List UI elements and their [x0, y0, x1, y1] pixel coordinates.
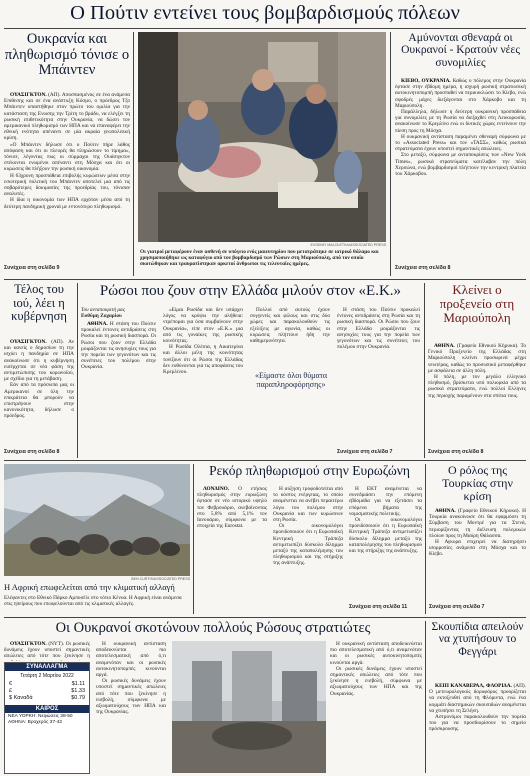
- paragraph: Η Τουρκία ανακοίνωσε ότι θα εφαρμόσει τη Σύμβαση του Μοντρέ για τα Στενά, περιορίζοντας τη διέλευση πολεμικών πλοίων προς τη Μαύρη Θάλασσα.: [429, 508, 526, 539]
- currency-label: €: [9, 681, 13, 687]
- article-body: [429, 508, 526, 604]
- elephants-photo-image: [4, 464, 190, 576]
- exchange-box: [4, 662, 90, 774]
- paragraph: «Ο Μπάιντεν δήλωσε ότι ο Πούτιν πήρε λάθος απόφαση και ότι οι πλευρές θα πληρώσουν το τίμημα», τόνισε, λέγοντας πως οι σύμμαχοι της Ουάσιγκτον στέκονται ενωμένοι απέναντι στη Μόσχα και ότι οι κυρώσεις θα πλήξουν την ρωσική οικονομία.: [4, 141, 130, 173]
- column-rule: [390, 32, 391, 276]
- dateline: ΑΘΗΝΑ.: [435, 508, 456, 514]
- article-headline: Κλείνει ο προξενείο στη Μαριούπολη: [439, 282, 515, 326]
- section-rule: [4, 460, 526, 461]
- continued-link[interactable]: Συνέχεια στη σελίδα 8: [4, 449, 60, 455]
- article-headline: Σκουπίδια απειλούν να χτυπήσουν το Φεγγάρι: [431, 621, 524, 658]
- exchange-row: [9, 688, 85, 695]
- article-body: [395, 78, 526, 262]
- exchange-title: ΣΥΝΑΛΛΑΓΜΑ: [5, 663, 89, 671]
- photo-credit: EVGENIY MALOLETKA/ASSOCIATED PRESS: [310, 243, 386, 247]
- article-virus: [4, 283, 74, 458]
- dateline: ΟΥΑΣΙΓΚΤΟΝ.: [10, 641, 47, 647]
- paragraph: «Είμαι Ρωσίδα και δεν υπάρχει λόγος να κρύψω την αλήθεια: ντρέπομαι για όσα συμβαίνουν στην Ουκρανία», είπε στον «Ε.Κ.» μια από τις γυναίκες της ρωσικής κοινότητας.: [163, 307, 243, 345]
- photo-caption: Οι γιατροί μεταφέρουν έναν ασθενή σε υπόγειο ενός μαιευτηρίου που μετατράπηκε σε ιατρικό θάλαμο και χρησιμοποιήθηκε ως καταφύγιο από τον βομβαρδισμό των Ρώσων στη Μαριούπολη, από τον οποίο σκοτώθηκαν και τραυματίστηκαν αρκετοί άνθρωποι τις τελευταίες ημέρες.: [140, 249, 379, 267]
- article-biden: [4, 32, 130, 276]
- paragraph: Το Γενικό Προξενείο της Ελλάδας στη Μαριούπολη κλείνει προσωρινά μέχρι νεωτέρας, καθώς το προσωπικό μεταφέρθηκε με ασφάλεια σε άλλη πόλη.: [428, 343, 526, 374]
- article-body: [428, 343, 526, 447]
- dateline: ΛΟΝΔΙΝΟ.: [203, 486, 230, 492]
- currency-label: $ Καναδά: [9, 695, 33, 701]
- agency: (Γραφείο Εθνικού Κήρυκα).: [456, 343, 519, 349]
- page-headline: Ο Πούτιν εντείνει τους βομβαρδισμούς πόλεων: [70, 2, 460, 24]
- paragraph: Οι ρωσικές δυνάμεις έχουν υποστεί σημαντικές απώλειες από τότε που ξεκίνησε η εισβολή, σύμφωνα με αξιωματούχους των ΗΠΑ και της Ουκρανίας.: [96, 678, 166, 716]
- elephants-photo: [4, 464, 190, 576]
- currency-value: $0.79: [71, 695, 85, 701]
- article-russians-greece: [81, 283, 420, 458]
- photo-headline: Η Αφρική επωφελείται από την κλιματική αλλαγή: [4, 582, 175, 592]
- exchange-rows: [5, 681, 89, 702]
- section-rule: [4, 279, 526, 280]
- headline-rule: [4, 28, 526, 29]
- article-body: [4, 339, 74, 449]
- article-soldiers-col-1: [4, 641, 90, 661]
- agency: (Γραφείο Εθνικού Κήρυκα).: [458, 508, 520, 514]
- weather-ny: ΝΕΑ ΥΟΡΚΗ: Νεφώσεις 38-50: [8, 714, 73, 719]
- column-rule: [425, 464, 426, 614]
- paragraph: Ο μετεωρολογικός δορυφόρος προορίζεται να εκτοξευθεί από τη Φλόριντα, ενώ ένα κομμάτι διαστημικών σκουπιδιών αναμένεται να χτυπήσει τη Σελήνη.: [429, 689, 526, 714]
- article-turkey: [429, 464, 526, 614]
- dateline: ΑΘΗΝΑ.: [434, 343, 455, 349]
- article-soldiers-col-3: [330, 641, 422, 771]
- pull-quote: «Είμαστε όλοι θύματα παραπληροφόρησης»: [254, 371, 328, 389]
- dateline: ΚΕΪΠ ΚΑΝΑΒΕΡΑΛ, ΦΛΟΡΙΔΑ.: [435, 683, 512, 689]
- article-col-3: [349, 486, 422, 598]
- column-rule: [193, 464, 194, 614]
- paragraph: Η Ρωσίδα Ολέσια, η Αικατερίνα και άλλοι μέλη της κοινότητας τονίζουν ότι οι Ρώσοι της Ελλάδας δεν ευθύνονται για τις αποφάσεις του Κρεμλίνου.: [163, 344, 243, 376]
- paragraph: Η αύξηση τροφοδοτείται από το κόστος ενέργειας, το οποίο αναμένεται να ανέβει περαιτέρω λόγω του πολέμου στην Ουκρανία και των κυρώσεων στη Ρωσία.: [273, 486, 343, 524]
- soldiers-photo-image: [172, 641, 326, 773]
- dateline: ΚΙΕΒΟ, ΟΥΚΡΑΝΙΑ.: [401, 78, 451, 84]
- paragraph: Εάν από τα πρόσωπα μας οι Αμερικανοί σε όλη την επικράτεια θα μπορούν να επιστρέψουν στην κανονικότητα, δήλωσε ο πρόεδρος.: [4, 382, 74, 420]
- article-col-2: [163, 307, 243, 449]
- column-rule: [425, 621, 426, 773]
- article-col-1: [197, 486, 267, 612]
- article-soldiers-headline: Οι Ουκρανοί σκοτώνουν πολλούς Ρώσους στρατιώτες: [55, 620, 371, 636]
- currency-label: £: [9, 688, 13, 694]
- continued-link[interactable]: Συνέχεια στη σελίδα 9: [4, 265, 60, 271]
- article-col-1: [81, 321, 156, 449]
- weather-title: ΚΑΙΡΟΣ: [5, 705, 89, 713]
- agency: (ΑΠ).: [48, 92, 61, 98]
- article-headline: Ρεκόρ πληθωρισμού στην Ευρωζώνη: [209, 463, 410, 478]
- continued-link[interactable]: Συνέχεια στη σελίδα 7: [429, 604, 485, 610]
- byline-intro: Του ανταποκριτή μας: [81, 307, 125, 313]
- byline-name: Ευθύμη Ζαχαρίου: [81, 313, 122, 320]
- agency: (ΑΠ).: [51, 339, 64, 345]
- article-headline: Ο ρόλος της Τουρκίας στην κρίση: [442, 463, 513, 503]
- paragraph: Οι οικονομολόγοι προειδοποιούν ότι η Ευρωπαϊκή Κεντρική Τράπεζα αντιμετωπίζει δύσκολο δίλημμα μεταξύ της καταπολέμησης του πληθωρισμού και της στήριξης της ανάπτυξης.: [273, 523, 343, 567]
- article-defense: [395, 32, 526, 276]
- hospital-photo-image: [138, 32, 386, 242]
- column-rule: [133, 32, 134, 276]
- paragraph: Ο ετήσιος πληθωρισμός στην ευρωζώνη έφτασε σε νέο ιστορικό υψηλό τον Φεβρουάριο, ανεβαίνοντας στο 5,8% από 5,1% τον Ιανουάριο, σύμφωνα με τα στοιχεία της Eurostat.: [197, 486, 267, 530]
- paragraph: Αστρονόμοι παρακολουθούν την πορεία του για να προσδιορίσουν το σημείο πρόσκρουσης.: [429, 714, 526, 733]
- paragraph: Αποσπασμένος σε ένα ανάμεσα Επιθεσης και σε ένα ανάπτυξη Κόσμο, ο πρόεδρος Τζο Μπάιντεν υπαστήθηκε στον πρώτο του ομιλία για την κατάσταση της Ενωσης την Τρίτη το βράδυ, να ελέγξει τη ρωσική επιθετικότητα στην Ουκρανία, να δώσει τον αμερικανικό πληθωρισμό των ΗΠΑ και να επαναφέρει την εθνική ενότητα απέναντι σε μία ακραία γεωπολιτική κρίση.: [4, 92, 130, 142]
- dateline: ΟΥΑΣΙΓΚΤΟΝ.: [10, 339, 47, 345]
- paragraph: Η ουκρανική αντίσταση αποδεικνύεται πιο αποτελεσματική από ό,τι αναμενόταν και οι ρωσικές αυτοκινητοπομπές κινούνται αργά.: [96, 641, 166, 679]
- paragraph: Παράλληλα, δήλωσε η δεύτερη ουκρανική προσπάθεια για συνομιλίες με τη Ρωσία να διεξαχθεί στη Λευκορωσία, ανακοίνωσε το Κρεμλίνο ενώ οι δυτικές χώρες εντείνουν την πίεση προς τη Μόσχα.: [395, 109, 526, 134]
- continued-link[interactable]: Συνέχεια στη σελίδα 7: [337, 449, 393, 455]
- article-headline: Ρώσοι που ζουν στην Ελλάδα μιλούν στον «Ε.Κ.»: [99, 283, 402, 299]
- soldiers-photo: [172, 641, 326, 773]
- photo-caption: Ελέφαντες στο Εθνικό Πάρκο Αμποσέλι στο νότιο Κένυα. Η Αφρική είναι ανάμεσα στις ηπείρους που επωφελούνται από τις κλιματικές αλλαγές.: [4, 595, 182, 607]
- paragraph: Η ΕΚΤ αναμένεται να συνεδριάσει την επόμενη εβδομάδα για να εξετάσει τα επόμενα βήματα της νομισματικής πολιτικής.: [349, 486, 422, 517]
- paragraph: Καθώς ο πόλεμος στην Ουκρανία έφτασε στην έβδομη ημέρα, η ισχυρή ρωσική στρατιωτική αυτοκινητοπομπή προσπαθεί να περικυκλώσει το Κίεβο, ενώ σφοδρές μάχες διεξάγονται στο Χάρκοβο και τη Μαριούπολη.: [395, 78, 526, 109]
- paragraph: Η Αγκυρα επιχειρεί να διατηρήσει ισορροπίες ανάμεσα στη Μόσχα και το Κίεβο.: [429, 539, 526, 558]
- paragraph: Η 63χρονη προσπάθεια επιβολής κυρώσεων μέσα στην εσωτερική πολιτική του Μπάιντεν αποτελεί μια από τις σοβαρότερες δοκιμασίες της προεδρίας του, τόνισαν αναλυτές.: [4, 172, 130, 198]
- currency-value: $1.33: [71, 688, 85, 694]
- paragraph: Οι οικονομολόγοι προειδοποιούν ότι η Ευρωπαϊκή Κεντρική Τράπεζα αντιμετωπίζει δύσκολο δίλημμα μεταξύ της καταπολέμησης του πληθωρισμού και της στήριξης της ανάπτυξης.: [349, 517, 422, 555]
- exchange-row: [9, 695, 85, 702]
- paragraph: Πολλοί από αυτούς έχουν συγγενείς και φίλους και στις δύο χώρες και παρακολουθούν τις εξελίξεις με αγωνία, καθώς οι κυρώσεις πλήττουν ήδη την καθημερινότητα.: [250, 307, 330, 345]
- article-col-4: [337, 307, 420, 449]
- paragraph: Η στάση του Πούτιν προκαλεί έντονες αντιδράσεις στη Ρωσία και τη ρωσική διασπορά. Οι Ρώσοι που ζουν στην Ελλάδα μοιράζονται τις ανησυχίες τους για την πορεία των γεγονότων και τις συνέπειες του πολέμου στην Ουκρανία.: [81, 321, 156, 371]
- section-rule: [4, 617, 526, 618]
- paragraph: Αν και κανείς ο δημοσίων τη την ισχύει η πανδημία σε ΗΠΑ ανακοίνωσε ότι η κυβέρνηση εισέρχεται σε νέα φάση της αντιμετώπισης του κορωνοϊού, με σχέδιο για τη μετάβαση.: [4, 339, 74, 383]
- article-headline: Ουκρανία και πληθωρισμό τόνισε ο Μπάιντεν: [4, 31, 130, 79]
- paragraph: Η ίδια η οικονομία των ΗΠΑ ερχόταν μέσα από τη δεύτερη πανδημική χρονιά με εντονότερο πληθωρισμό.: [4, 197, 130, 210]
- article-body: [4, 92, 130, 262]
- article-consulate: [428, 283, 526, 458]
- paragraph: Οι ρωσικές δυνάμεις έχουν υποστεί σημαντικές απώλειες από τότε που ξεκίνησε η: [4, 641, 90, 660]
- article-col-3: [250, 307, 330, 367]
- exchange-row: [9, 681, 85, 688]
- column-rule: [77, 283, 78, 458]
- article-moon: [429, 621, 526, 774]
- dateline: ΟΥΑΣΙΓΚΤΟΝ.: [10, 92, 47, 98]
- article-body: [429, 683, 526, 773]
- weather-athens: ΑΘΗΝΑ: Βροχερός 37-42: [8, 720, 63, 725]
- article-col-2: [273, 486, 343, 612]
- article-headline: Αμύνονται σθεναρά οι Ουκρανοί - Κρατούν νέες συνομιλίες: [401, 32, 520, 69]
- dateline: ΑΘΗΝΑ.: [87, 321, 108, 327]
- continued-link[interactable]: Συνέχεια στη σελίδα 8: [395, 265, 451, 271]
- hospital-photo: [138, 32, 386, 242]
- article-inflation: [197, 464, 422, 614]
- article-byline: [81, 307, 156, 319]
- column-rule: [424, 283, 425, 458]
- article-soldiers-col-2: [96, 641, 166, 771]
- continued-link[interactable]: Συνέχεια στη σελίδα 8: [428, 449, 484, 455]
- continued-link[interactable]: Συνέχεια στη σελίδα 11: [349, 604, 408, 610]
- paragraph: Η ουκρανική αντίσταση αποδεικνύεται πιο αποτελεσματική από ό,τι αναμενόταν και οι ρωσικές αυτοκινητοπομπές κινούνται αργά.: [330, 641, 422, 666]
- paragraph: Οι ρωσικές δυνάμεις έχουν υποστεί σημαντικές απώλειες από τότε που ξεκίνησε η εισβολή, σύμφωνα με αξιωματούχους των ΗΠΑ και της Ουκρανίας.: [330, 665, 422, 697]
- paragraph: Στο μεταξύ, σύμφωνα με ανταποκρίσεις των «New York Times», ρωσικά στρατεύματα κατέλαβαν την πόλη Χερσώνα, ενώ βομβαρδισμοί πλήττουν την κεντρική πλατεία του Χάρκοβου.: [395, 152, 526, 178]
- agency: (ΑΠ).: [513, 683, 526, 689]
- article-headline: Τέλος του ιού, λέει η κυβέρνηση: [11, 282, 67, 323]
- currency-value: $1.11: [71, 681, 85, 687]
- paragraph: Η πόλη, με τον μεγάλο ελληνικό πληθυσμό, βρίσκεται υπό πολιορκία από τα ρωσικά στρατεύματα, ενώ πολλοί Ελληνες της περιοχής παραμένουν στα σπίτια τους.: [428, 374, 526, 399]
- paragraph: Η ουκρανική αντίσταση παραμένει σθεναρή σύμφωνα με το «Associated Press» και τον «ΤΑΣΣ», καθώς ρωσικά στρατεύματα έχουν υποστεί σημαντικές απώλειες.: [395, 133, 526, 153]
- paragraph: Η στάση του Πούτιν προκαλεί έντονες αντιδράσεις στη Ρωσία και τη ρωσική διασπορά. Οι Ρώσοι που ζουν στην Ελλάδα μοιράζονται τις ανησυχίες τους για την πορεία των γεγονότων και τις συνέπειες του πολέμου στην Ουκρανία.: [337, 307, 420, 351]
- agency: (ΝΥΤ).: [48, 641, 65, 647]
- exchange-date: Τετάρτη 2 Μαρτίου 2022: [20, 673, 74, 679]
- photo-credit: BEN CURTIS/ASSOCIATED PRESS: [131, 577, 190, 581]
